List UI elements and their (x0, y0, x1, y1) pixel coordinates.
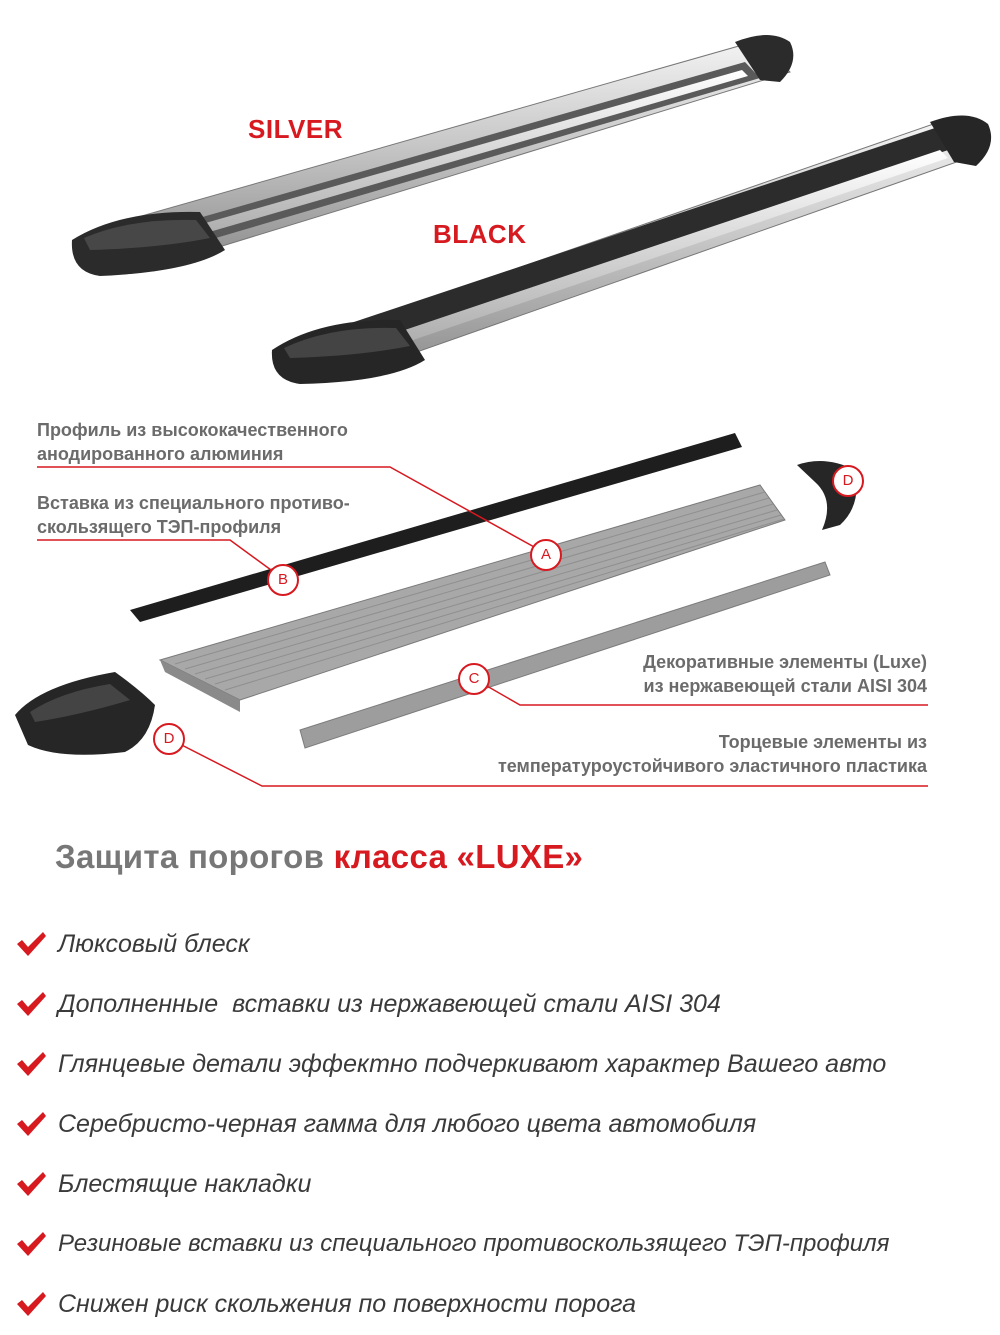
feature-item (14, 1274, 994, 1334)
callout-a-line1: Профиль из высококачественного (37, 420, 348, 440)
callout-c-line2: из нержавеющей стали AISI 304 (643, 676, 927, 696)
feature-text: Дополненные вставки из нержавеющей стали AISI 304 (58, 989, 721, 1018)
feature-text: Снижен риск скольжения по поверхности порога (58, 1289, 637, 1318)
heading-accent: класса «LUXE» (333, 838, 584, 875)
callout-b-line2: скользящего ТЭП-профиля (37, 517, 282, 537)
red-checkmark-icon (14, 1289, 48, 1319)
callout-b-text (37, 491, 350, 539)
feature-text: Глянцевые детали эффектно подчеркивают характер Вашего авто (58, 1049, 887, 1078)
red-checkmark-icon (14, 989, 48, 1019)
red-checkmark-icon (14, 929, 48, 959)
feature-text: Резиновые вставки из специального противоскользящего ТЭП-профиля (58, 1230, 890, 1257)
running-boards-illustration (0, 0, 1000, 395)
red-checkmark-icon (14, 1169, 48, 1199)
heading-main: Защита порогов (55, 838, 334, 875)
callout-c-line1: Декоративные элементы (Luxe) (643, 652, 927, 672)
feature-item (14, 1154, 994, 1214)
feature-text: Серебристо-черная гамма для любого цвета автомобиля (58, 1109, 757, 1138)
feature-text: Люксовый блеск (58, 929, 250, 958)
callout-d-text (498, 730, 927, 778)
callout-d-line1: Торцевые элементы из (718, 732, 927, 752)
callout-c-text (643, 650, 927, 698)
feature-item (14, 1094, 994, 1154)
callout-a-text (37, 418, 348, 466)
section-heading (55, 838, 583, 876)
feature-text: Блестящие накладки (58, 1169, 312, 1198)
callout-b-line1: Вставка из специального противо- (37, 493, 350, 513)
silver-variant-label: SILVER (248, 114, 343, 144)
badge-d-right: D (832, 465, 864, 497)
badge-a: A (530, 539, 562, 571)
feature-list (14, 914, 994, 1334)
callout-a-line2: анодированного алюминия (37, 444, 284, 464)
black-variant-label: BLACK (433, 219, 527, 249)
feature-item (14, 1034, 994, 1094)
callout-d-line2: температуроустойчивого эластичного пластика (497, 756, 927, 776)
badge-b: B (267, 564, 299, 596)
feature-item (14, 974, 994, 1034)
badge-d-left: D (153, 723, 185, 755)
feature-item (14, 1214, 994, 1274)
badge-c: C (458, 663, 490, 695)
red-checkmark-icon (14, 1109, 48, 1139)
red-checkmark-icon (14, 1229, 48, 1259)
feature-item (14, 914, 994, 974)
red-checkmark-icon (14, 1049, 48, 1079)
